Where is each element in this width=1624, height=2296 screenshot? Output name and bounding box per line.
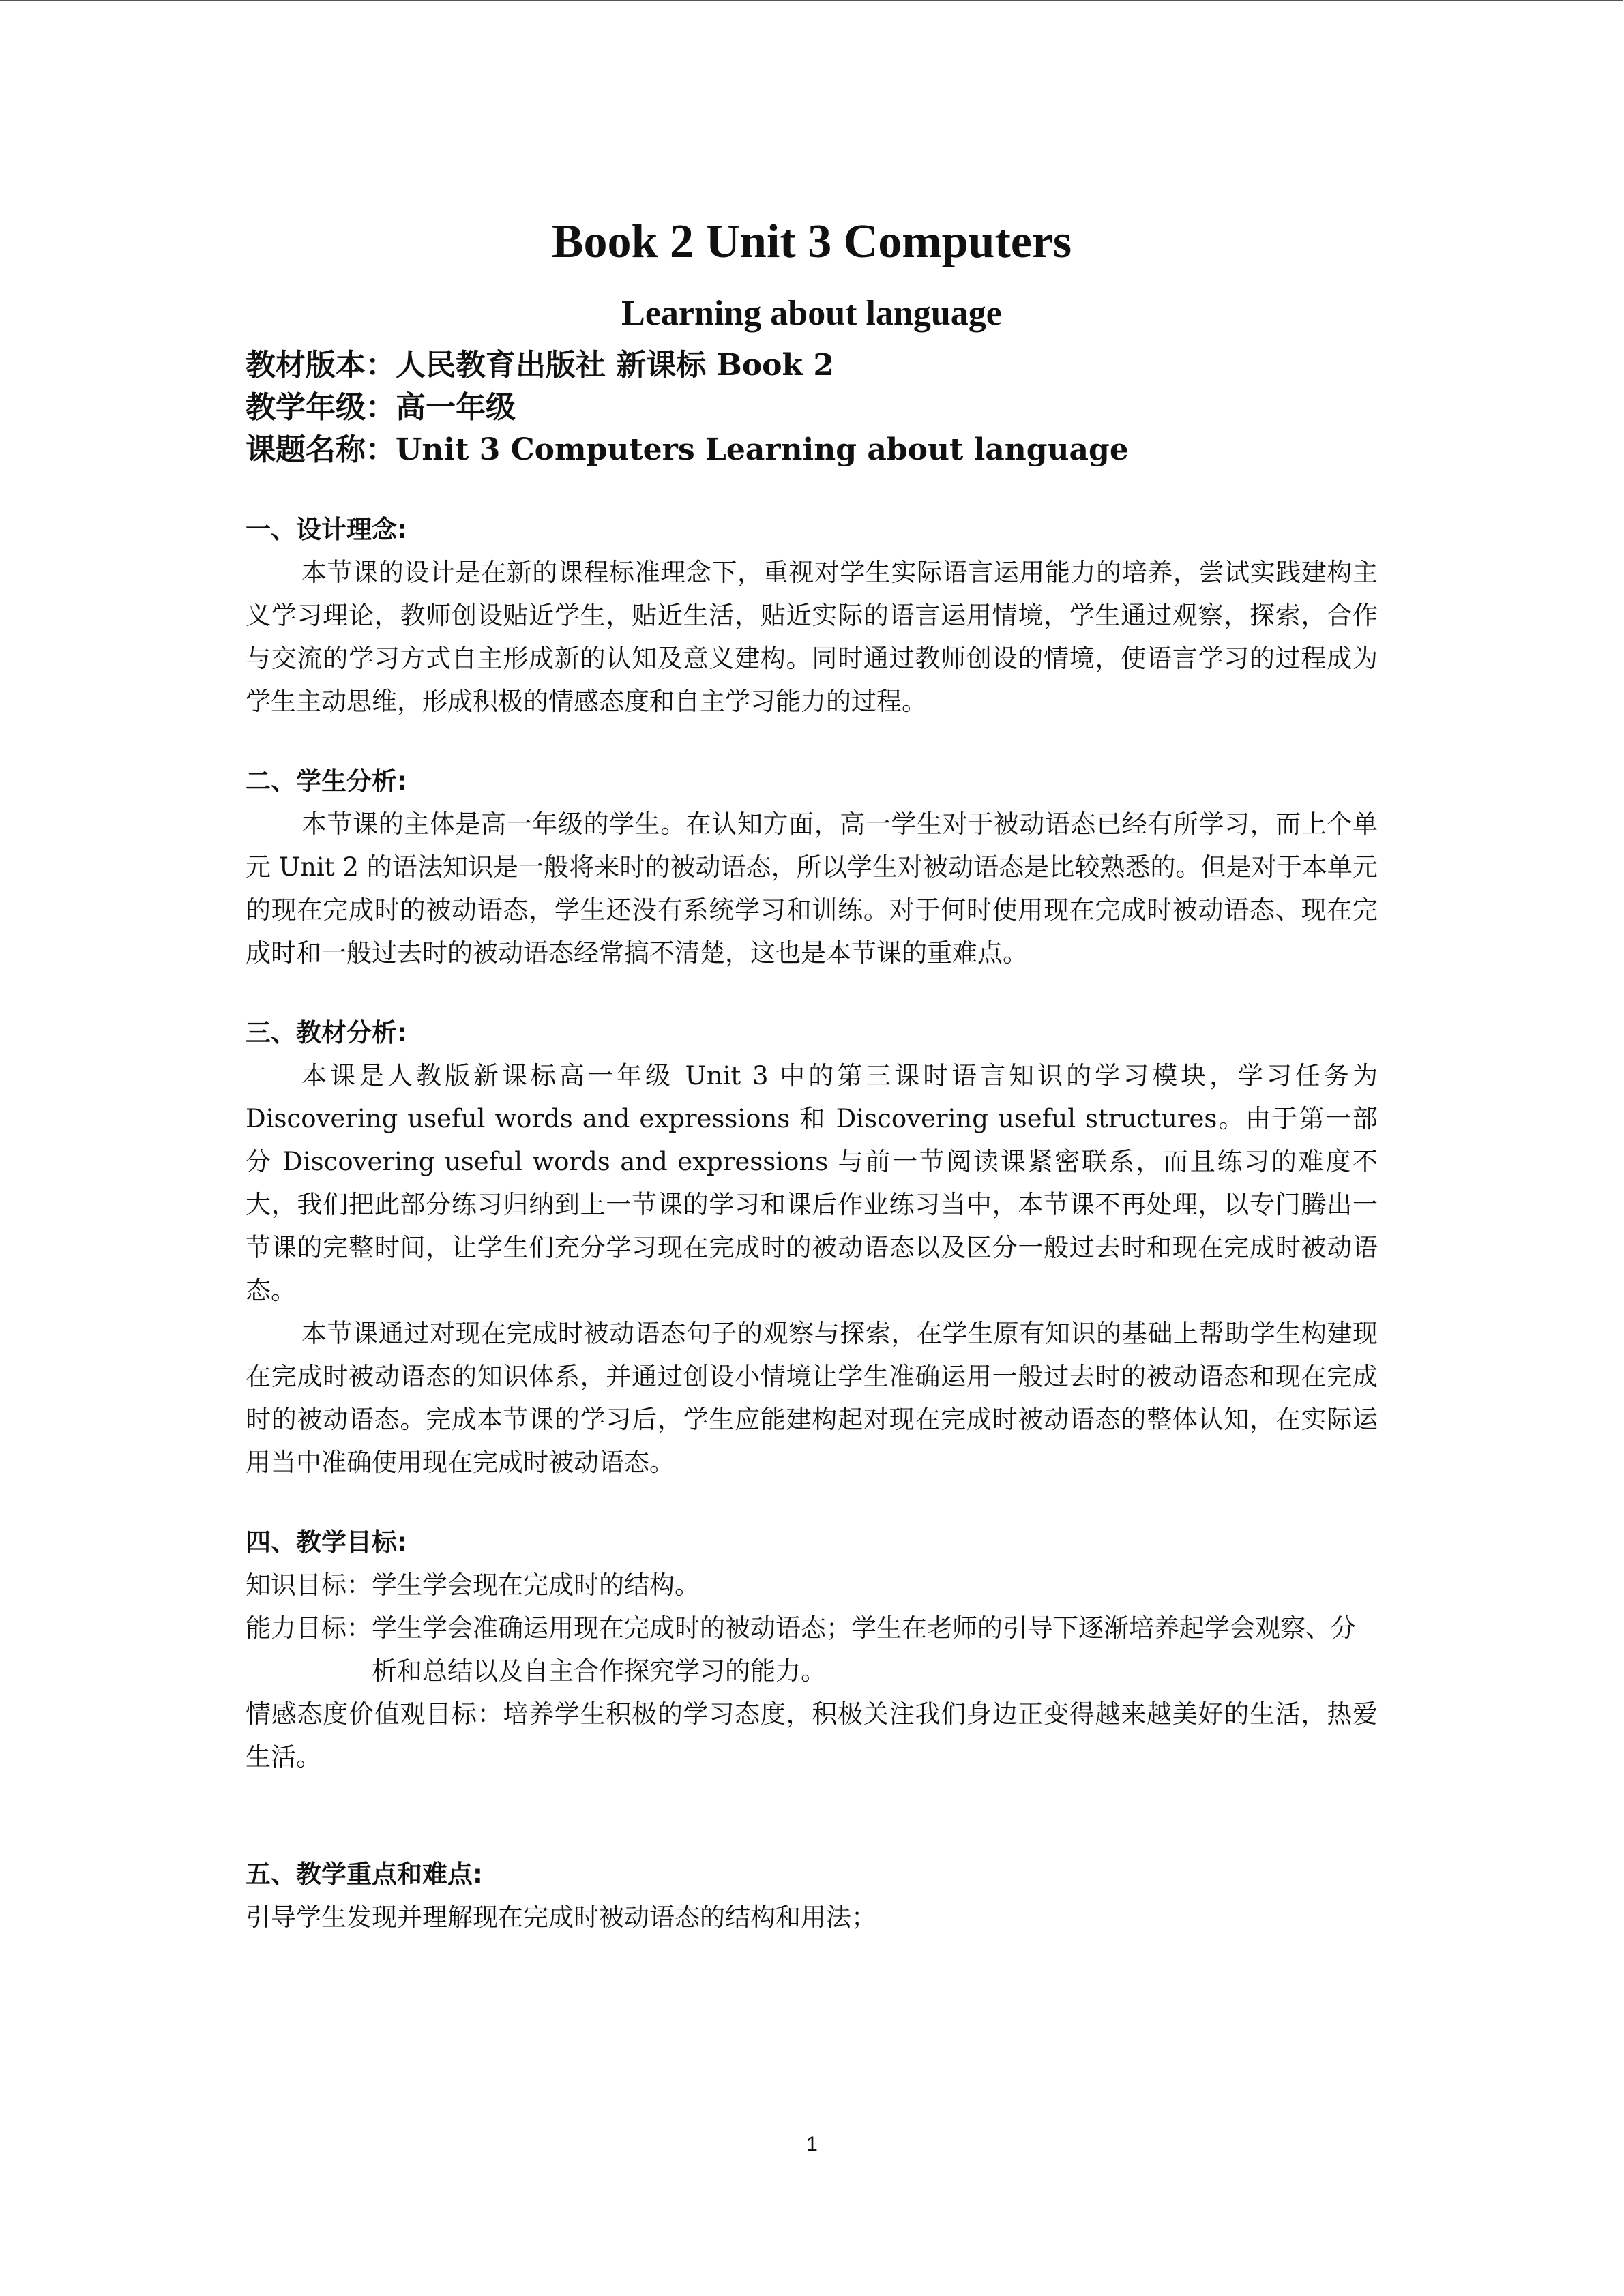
goal-label: 能力目标： xyxy=(246,1613,372,1643)
meta-lesson-title xyxy=(246,429,1378,471)
paragraph: 引导学生发现并理解现在完成时被动语态的结构和用法； xyxy=(246,1903,876,1932)
section-heading: 二、学生分析: xyxy=(246,766,407,796)
page-top-border xyxy=(0,0,1623,1)
meta-value: Unit 3 Computers Learning about language xyxy=(396,432,1129,467)
section-student-analysis xyxy=(246,760,1378,974)
paragraph: 本节课的主体是高一年级的学生。在认知方面，高一学生对于被动语态已经有所学习，而上个单元 Unit 2 的语法知识是一般将来时的被动语态，所以学生对被动语态是比较熟悉的。但是对于本单元的现在完成时的被动语态，学生还没有系统学习和训练。对于何时使用现在完成时被动语态、现在完成时和一般过去时的被动语态经常搞不清楚，这也是本节课的重难点。 xyxy=(246,809,1378,968)
paragraph: 本节课通过对现在完成时被动语态句子的观察与探索，在学生原有知识的基础上帮助学生构建现在完成时被动语态的知识体系，并通过创设小情境让学生准确运用一般过去时的被动语态和现在完成时的被动语态。完成本节课的学习后，学生应能建构起对现在完成时被动语态的整体认知，在实际运用当中准确使用现在完成时被动语态。 xyxy=(246,1319,1378,1477)
section-heading: 一、设计理念: xyxy=(246,515,407,544)
meta-value: 高一年级 xyxy=(396,390,516,425)
section-heading: 三、教材分析: xyxy=(246,1018,407,1047)
document-body xyxy=(246,205,1378,1939)
goal-emotion: 情感态度价值观目标：培养学生积极的学习态度，积极关注我们身边正变得越来越美好的生活，热爱生活。 xyxy=(246,1699,1378,1772)
meta-label: 课题名称： xyxy=(246,432,396,467)
section-heading: 五、教学重点和难点: xyxy=(246,1860,483,1889)
section-design-concept xyxy=(246,509,1378,723)
section-heading: 四、教学目标: xyxy=(246,1527,407,1557)
meta-grade xyxy=(246,387,1378,429)
goal-text: 学生学会现在完成时的结构。 xyxy=(372,1570,700,1600)
paragraph: 本节课的设计是在新的课程标准理念下，重视对学生实际语言运用能力的培养，尝试实践建构主义学习理论，教师创设贴近学生，贴近生活，贴近实际的语言运用情境，学生通过观察，探索，合作与交流的学习方式自主形成新的认知及意义建构。同时通过教师创设的情境，使语言学习的过程成为学生主动思维，形成积极的情感态度和自主学习能力的过程。 xyxy=(246,558,1378,716)
meta-label: 教学年级： xyxy=(246,390,396,425)
page-number: 1 xyxy=(806,2133,818,2156)
goal-knowledge xyxy=(246,1564,1378,1607)
goal-text: 学生学会准确运用现在完成时的被动语态；学生在老师的引导下逐渐培养起学会观察、分析和总结以及自主合作探究学习的能力。 xyxy=(372,1613,1356,1686)
meta-block xyxy=(246,344,1378,471)
section-key-points xyxy=(246,1853,1378,1939)
document-subtitle: Learning about language xyxy=(621,294,1002,333)
meta-textbook-version xyxy=(246,344,1378,387)
goal-label: 知识目标： xyxy=(246,1570,372,1600)
section-teaching-goals xyxy=(246,1521,1378,1778)
document-title: Book 2 Unit 3 Computers xyxy=(551,215,1072,268)
meta-value: 人民教育出版社 新课标 Book 2 xyxy=(396,348,834,383)
section-material-analysis xyxy=(246,1012,1378,1484)
paragraph: 本课是人教版新课标高一年级 Unit 3 中的第三课时语言知识的学习模块，学习任务为 Discovering useful words and expressions 和 Discovering useful structures。由于第一部分 Discovering useful words and expressions 与前一节阅读课紧密联系，而且练习的难度不大，我们把此部分练习归纳到上一节课的学习和课后作业练习当中，本节课不再处理，以专门腾出一节课的完整时间，让学生们充分学习现在完成时的被动语态以及区分一般过去时和现在完成时被动语态。 xyxy=(246,1061,1378,1305)
meta-label: 教材版本： xyxy=(246,348,396,383)
goal-ability xyxy=(246,1607,1378,1693)
